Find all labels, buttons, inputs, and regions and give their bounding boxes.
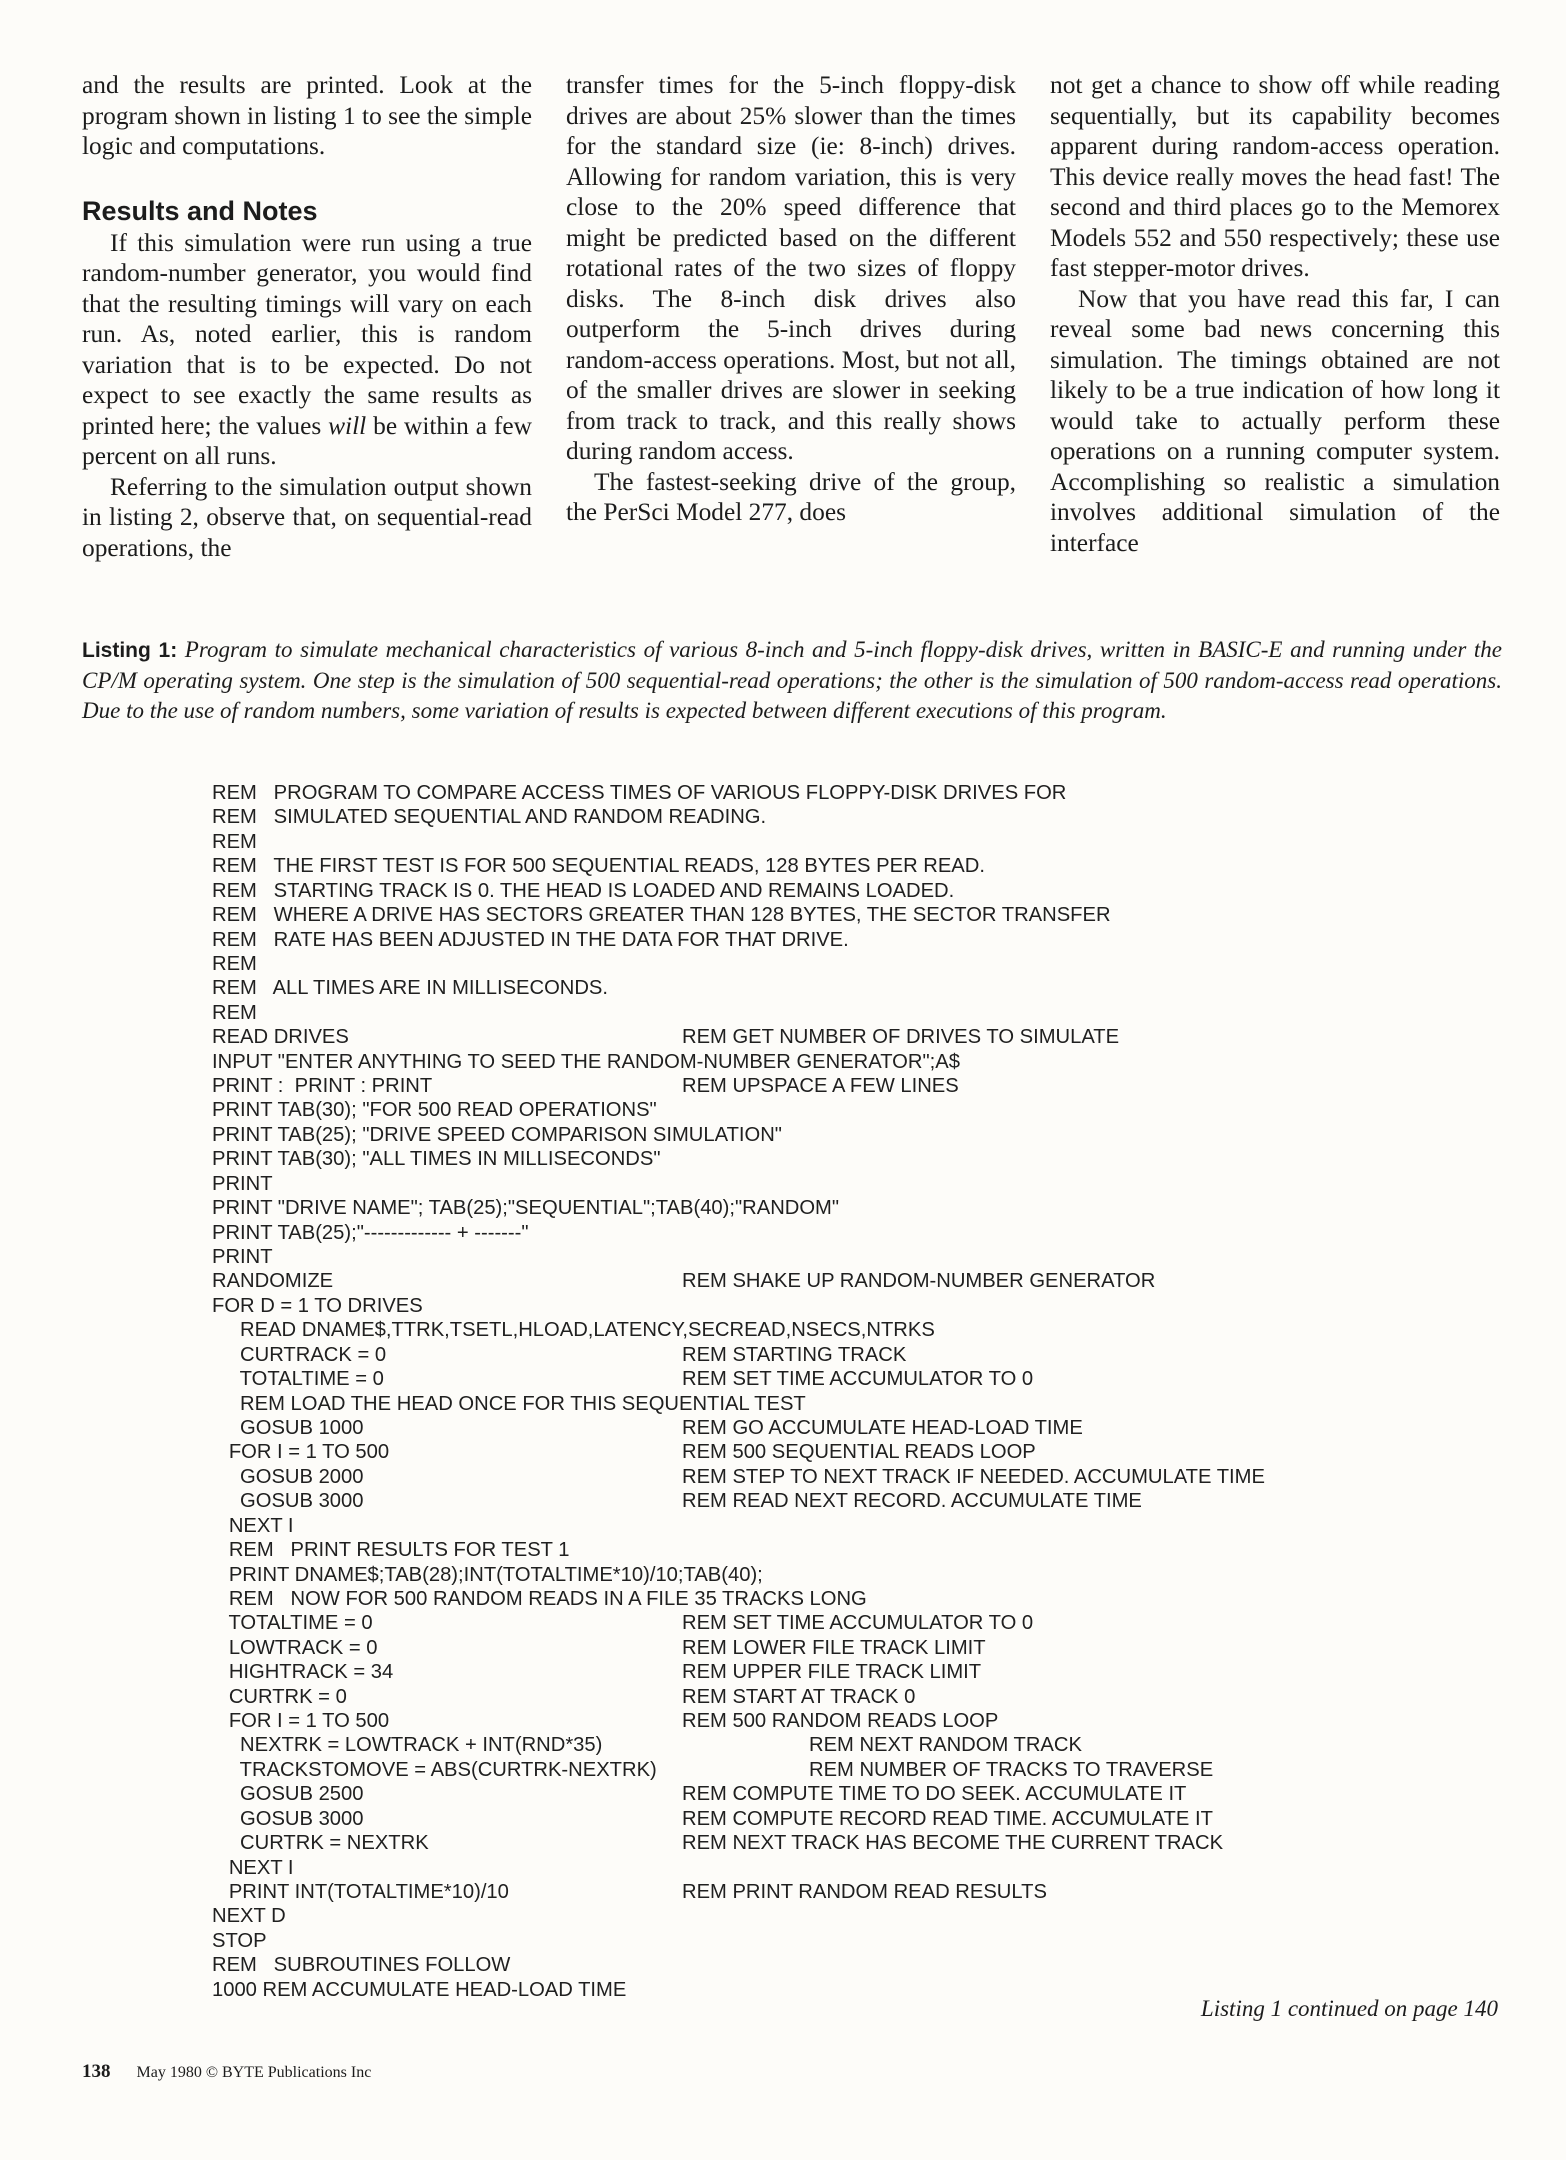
code-line bbox=[212, 879, 1512, 903]
code-line bbox=[212, 1465, 1512, 1489]
page-footer bbox=[82, 2061, 371, 2083]
paragraph-text: be within a few percent on all runs. bbox=[82, 411, 532, 470]
code-listing bbox=[212, 781, 1512, 2002]
code-text: PRINT TAB(25); "DRIVE SPEED COMPARISON SIMULATION" bbox=[212, 1123, 782, 1146]
code-text: PRINT TAB(30); "ALL TIMES IN MILLISECONDS" bbox=[212, 1148, 661, 1171]
code-line bbox=[212, 1367, 1512, 1391]
code-text: GOSUB 1000 bbox=[212, 1416, 364, 1439]
paragraph: The fastest-seeking drive of the group, the PerSci Model 277, does bbox=[566, 467, 1016, 526]
code-text: HIGHTRACK = 34 bbox=[212, 1661, 394, 1684]
code-line bbox=[212, 1221, 1512, 1245]
code-text: NEXTRK = LOWTRACK + INT(RND*35) bbox=[212, 1734, 603, 1757]
code-line bbox=[212, 1172, 1512, 1196]
page-number: 138 bbox=[82, 2061, 111, 2082]
code-text: NEXT I bbox=[212, 1514, 294, 1537]
code-text: FOR I = 1 TO 500 bbox=[212, 1441, 390, 1464]
code-line bbox=[212, 1611, 1512, 1635]
code-comment: REM UPSPACE A FEW LINES bbox=[682, 1075, 959, 1098]
code-line bbox=[212, 928, 1512, 952]
code-text: LOWTRACK = 0 bbox=[212, 1636, 378, 1659]
code-line bbox=[212, 1245, 1512, 1269]
code-text: GOSUB 3000 bbox=[212, 1807, 364, 1830]
code-line bbox=[212, 1025, 1512, 1049]
code-text: PRINT "DRIVE NAME"; TAB(25);"SEQUENTIAL";TAB(40);"RANDOM" bbox=[212, 1197, 840, 1220]
listing-caption bbox=[82, 635, 1502, 726]
code-comment: REM SET TIME ACCUMULATOR TO 0 bbox=[682, 1368, 1034, 1391]
code-comment: REM 500 SEQUENTIAL READS LOOP bbox=[682, 1441, 1036, 1464]
code-line bbox=[212, 1733, 1512, 1757]
code-text: CURTRK = NEXTRK bbox=[212, 1832, 429, 1855]
code-text: GOSUB 2500 bbox=[212, 1783, 364, 1806]
code-text: CURTRACK = 0 bbox=[212, 1343, 387, 1366]
code-line bbox=[212, 903, 1512, 927]
paragraph bbox=[82, 228, 532, 472]
paragraph: Now that you have read this far, I can reveal some bad news concerning this simulation. The timings obtained are not likely to be a true indication of how long it would take to actually perform these operations on a running computer system. Accomplishing so realistic a simulation involves additional simulation of the interface bbox=[1050, 284, 1500, 557]
code-line bbox=[212, 1294, 1512, 1318]
code-text: PRINT TAB(25);"------------- + -------" bbox=[212, 1221, 529, 1244]
code-comment: REM STARTING TRACK bbox=[682, 1343, 907, 1366]
code-text: REM bbox=[212, 1001, 257, 1024]
code-line bbox=[212, 1416, 1512, 1440]
code-comment: REM PRINT RANDOM READ RESULTS bbox=[682, 1880, 1047, 1903]
code-line bbox=[212, 781, 1512, 805]
text-column-2 bbox=[566, 70, 1016, 528]
code-text: PRINT bbox=[212, 1246, 273, 1269]
code-text: REM NOW FOR 500 RANDOM READS IN A FILE 35 TRACKS LONG bbox=[212, 1587, 867, 1610]
code-text: REM bbox=[212, 952, 257, 975]
code-line bbox=[212, 1147, 1512, 1171]
code-line bbox=[212, 1538, 1512, 1562]
code-text: NEXT D bbox=[212, 1905, 286, 1928]
code-text: GOSUB 3000 bbox=[212, 1490, 364, 1513]
text-column-3 bbox=[1050, 70, 1500, 558]
code-text: REM PROGRAM TO COMPARE ACCESS TIMES OF VARIOUS FLOPPY-DISK DRIVES FOR bbox=[212, 782, 1067, 804]
code-line bbox=[212, 1514, 1512, 1538]
code-comment: REM NEXT RANDOM TRACK bbox=[809, 1734, 1082, 1757]
paragraph-text: If this simulation were run using a true random-number generator, you would find that the resulting timings will vary on each run. As, noted earlier, this is random variation that is to be expected. Do not expect to see exactly the same results as printed here; the values bbox=[82, 228, 532, 440]
code-text: TRACKSTOMOVE = ABS(CURTRK-NEXTRK) bbox=[212, 1758, 657, 1781]
code-text: REM STARTING TRACK IS 0. THE HEAD IS LOADED AND REMAINS LOADED. bbox=[212, 879, 955, 902]
code-line bbox=[212, 1807, 1512, 1831]
code-line bbox=[212, 1343, 1512, 1367]
code-text: FOR D = 1 TO DRIVES bbox=[212, 1294, 423, 1317]
code-text: REM LOAD THE HEAD ONCE FOR THIS SEQUENTIAL TEST bbox=[212, 1392, 806, 1415]
code-comment: REM COMPUTE RECORD READ TIME. ACCUMULATE IT bbox=[682, 1807, 1213, 1830]
code-line bbox=[212, 1856, 1512, 1880]
code-line bbox=[212, 1587, 1512, 1611]
emphasis-text: will bbox=[328, 411, 367, 440]
code-line bbox=[212, 830, 1512, 854]
code-text: REM SIMULATED SEQUENTIAL AND RANDOM READING. bbox=[212, 806, 767, 829]
code-text: REM PRINT RESULTS FOR TEST 1 bbox=[212, 1539, 570, 1562]
code-text: TOTALTIME = 0 bbox=[212, 1612, 373, 1635]
code-text: REM WHERE A DRIVE HAS SECTORS GREATER THAN 128 BYTES, THE SECTOR TRANSFER bbox=[212, 904, 1111, 927]
code-line bbox=[212, 1685, 1512, 1709]
continued-note: Listing 1 continued on page 140 bbox=[1200, 1996, 1498, 2021]
code-comment: REM STEP TO NEXT TRACK IF NEEDED. ACCUMULATE TIME bbox=[682, 1465, 1265, 1488]
code-line bbox=[212, 1489, 1512, 1513]
code-text: PRINT DNAME$;TAB(28);INT(TOTALTIME*10)/10;TAB(40); bbox=[212, 1563, 763, 1586]
code-text: REM THE FIRST TEST IS FOR 500 SEQUENTIAL READS, 128 BYTES PER READ. bbox=[212, 855, 985, 878]
code-line bbox=[212, 1709, 1512, 1733]
code-comment: REM COMPUTE TIME TO DO SEEK. ACCUMULATE IT bbox=[682, 1783, 1187, 1806]
code-line bbox=[212, 1392, 1512, 1416]
code-comment: REM READ NEXT RECORD. ACCUMULATE TIME bbox=[682, 1490, 1142, 1513]
code-comment: REM NUMBER OF TRACKS TO TRAVERSE bbox=[809, 1758, 1214, 1781]
code-line bbox=[212, 805, 1512, 829]
code-text: CURTRK = 0 bbox=[212, 1685, 347, 1708]
code-text: NEXT I bbox=[212, 1856, 294, 1879]
code-text: REM ALL TIMES ARE IN MILLISECONDS. bbox=[212, 977, 609, 1000]
code-text: PRINT INT(TOTALTIME*10)/10 bbox=[212, 1880, 509, 1903]
code-comment: REM SHAKE UP RANDOM-NUMBER GENERATOR bbox=[682, 1270, 1156, 1293]
paragraph: not get a chance to show off while reading sequentially, but its capability becomes apparent during random-access operation. This device really moves the head fast! The second and third places go to the Memorex Models 552 and 550 respectively; these use fast stepper-motor drives. bbox=[1050, 71, 1500, 282]
code-line bbox=[212, 1831, 1512, 1855]
code-line bbox=[212, 1196, 1512, 1220]
code-comment: REM LOWER FILE TRACK LIMIT bbox=[682, 1636, 986, 1659]
code-line bbox=[212, 1098, 1512, 1122]
code-comment: REM GET NUMBER OF DRIVES TO SIMULATE bbox=[682, 1026, 1120, 1049]
code-text: REM SUBROUTINES FOLLOW bbox=[212, 1954, 511, 1977]
code-line bbox=[212, 1050, 1512, 1074]
code-line bbox=[212, 1660, 1512, 1684]
code-line bbox=[212, 952, 1512, 976]
paragraph: transfer times for the 5-inch floppy-disk drives are about 25% slower than the times for the standard size (ie: 8-inch) drives. Allowing for random variation, this is very close to the 20% speed difference that might be predicted based on the different rotational rates of the two sizes of floppy disks. The 8-inch disk drives also outperform the 5-inch drives during random-access operations. Most, but not all, of the smaller drives are slower in seeking from track to track, and this really shows during random access. bbox=[566, 71, 1016, 465]
code-text: PRINT bbox=[212, 1172, 273, 1195]
code-comment: REM SET TIME ACCUMULATOR TO 0 bbox=[682, 1612, 1034, 1635]
section-heading: Results and Notes bbox=[82, 195, 318, 226]
code-line bbox=[212, 1318, 1512, 1342]
code-line bbox=[212, 1636, 1512, 1660]
caption-text: Program to simulate mechanical characteristics of various 8-inch and 5-inch floppy-disk drives, written in BASIC-E and running under the CP/M operating system. One step is the simulation of 500 sequential-read operations; the other is the simulation of 500 random-access read operations. Due to the use of random numbers, some variation of results is expected between different executions of this program. bbox=[82, 637, 1502, 723]
code-text: READ DNAME$,TTRK,TSETL,HLOAD,LATENCY,SECREAD,NSECS,NTRKS bbox=[212, 1319, 935, 1342]
code-line bbox=[212, 1929, 1512, 1953]
footer-text: May 1980 © BYTE Publications Inc bbox=[136, 2064, 372, 2081]
code-line bbox=[212, 1074, 1512, 1098]
code-comment: REM 500 RANDOM READS LOOP bbox=[682, 1710, 999, 1733]
code-text: GOSUB 2000 bbox=[212, 1465, 364, 1488]
code-text: STOP bbox=[212, 1929, 267, 1952]
paragraph: Referring to the simulation output shown in listing 2, observe that, on sequential-read operations, the bbox=[82, 472, 532, 562]
paragraph: and the results are printed. Look at the program shown in listing 1 to see the simple logic and computations. bbox=[82, 71, 532, 160]
code-text: FOR I = 1 TO 500 bbox=[212, 1710, 390, 1733]
code-text: 1000 REM ACCUMULATE HEAD-LOAD TIME bbox=[212, 1978, 627, 2001]
code-line bbox=[212, 1782, 1512, 1806]
code-line bbox=[212, 1269, 1512, 1293]
code-text: INPUT "ENTER ANYTHING TO SEED THE RANDOM-NUMBER GENERATOR";A$ bbox=[212, 1050, 960, 1073]
code-comment: REM GO ACCUMULATE HEAD-LOAD TIME bbox=[682, 1416, 1083, 1439]
text-column-1 bbox=[82, 70, 532, 563]
code-line bbox=[212, 976, 1512, 1000]
code-comment: REM UPPER FILE TRACK LIMIT bbox=[682, 1661, 982, 1684]
code-line bbox=[212, 1880, 1512, 1904]
code-line bbox=[212, 1758, 1512, 1782]
code-line bbox=[212, 1904, 1512, 1928]
code-text: RANDOMIZE bbox=[212, 1270, 334, 1293]
code-line bbox=[212, 1123, 1512, 1147]
code-text: READ DRIVES bbox=[212, 1026, 349, 1049]
code-comment: REM START AT TRACK 0 bbox=[682, 1685, 916, 1708]
code-text: PRINT TAB(30); "FOR 500 READ OPERATIONS" bbox=[212, 1099, 657, 1122]
code-text: TOTALTIME = 0 bbox=[212, 1368, 384, 1391]
code-comment: REM NEXT TRACK HAS BECOME THE CURRENT TRACK bbox=[682, 1832, 1224, 1855]
code-line bbox=[212, 854, 1512, 878]
code-line bbox=[212, 1953, 1512, 1977]
code-text: REM bbox=[212, 830, 257, 853]
code-text: PRINT : PRINT : PRINT bbox=[212, 1075, 433, 1098]
code-line bbox=[212, 1001, 1512, 1025]
code-line bbox=[212, 1440, 1512, 1464]
code-text: REM RATE HAS BEEN ADJUSTED IN THE DATA FOR THAT DRIVE. bbox=[212, 928, 849, 951]
code-line bbox=[212, 1563, 1512, 1587]
caption-label: Listing 1: bbox=[82, 639, 178, 662]
